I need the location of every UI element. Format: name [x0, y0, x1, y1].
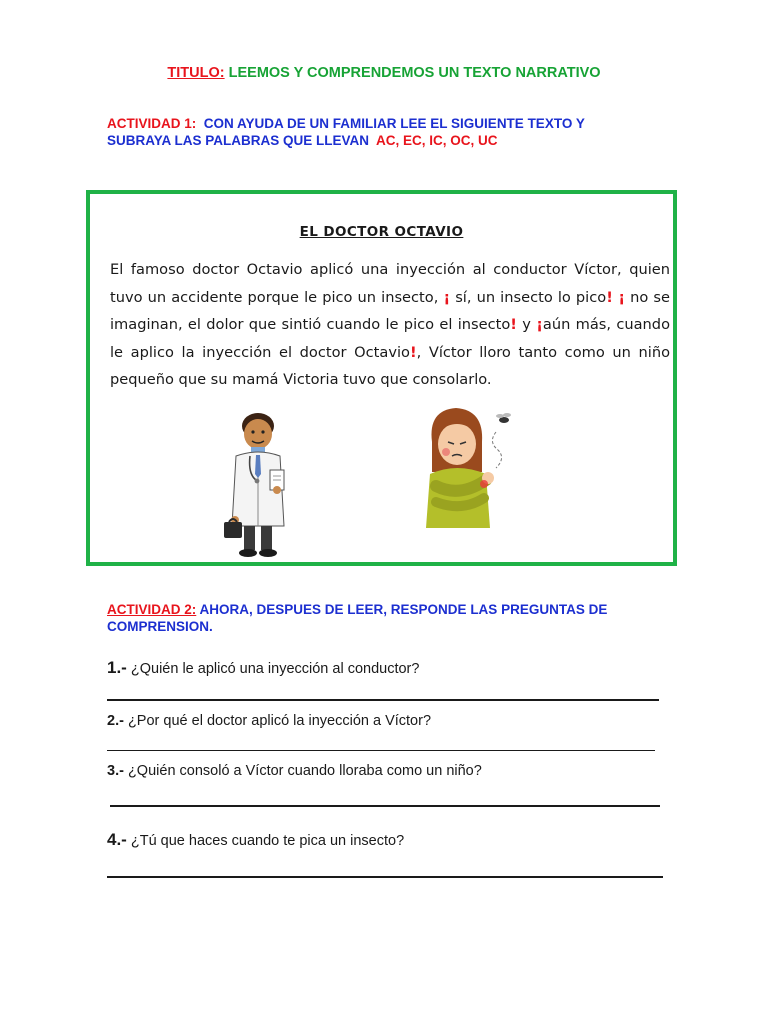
activity-2-text-line2: COMPRENSION. — [107, 618, 213, 634]
question-number: 2.- — [107, 713, 124, 729]
question-text: ¿Quién le aplicó una inyección al conductor? — [130, 661, 420, 677]
title-label: TITULO: — [167, 65, 225, 81]
story-part: no se imaginan, el dolor que sintió cuando le pico el insecto — [110, 288, 670, 333]
question-number: 4.- — [107, 830, 127, 849]
activity-1-syllables: AC, EC, IC, OC, UC — [376, 132, 498, 148]
insect-icon — [492, 413, 511, 468]
question-2 — [107, 713, 667, 729]
answer-line-3[interactable] — [110, 805, 660, 807]
activity-1-text-line1: CON AYUDA DE UN FAMILIAR LEE EL SIGUIENTE TEXTO Y — [203, 116, 585, 131]
question-number: 1.- — [107, 658, 127, 677]
story-frame — [86, 190, 677, 566]
question-text: ¿Por qué el doctor aplicó la inyección a Víctor? — [127, 713, 432, 729]
answer-line-1[interactable] — [107, 699, 659, 701]
question-3 — [107, 763, 667, 779]
girl-insect-bite-illustration — [412, 402, 522, 530]
activity-2-label: ACTIVIDAD 2: — [107, 602, 197, 617]
doctor-illustration — [218, 408, 298, 560]
story-part: , Víctor lloro tanto como un niño pequeño que su mamá Victoria tuvo que consolarlo. — [110, 343, 670, 388]
question-text: ¿Tú que haces cuando te pica un insecto? — [130, 833, 405, 849]
story-part: El famoso doctor Octavio aplicó una inyección al conductor Víctor, quien tuvo un accidente porque le pico un insecto, — [110, 261, 670, 306]
activity-2-instructions — [107, 602, 667, 635]
exclamation-mark: ! ¡ — [606, 288, 626, 306]
title-text: LEEMOS Y COMPRENDEMOS UN TEXTO NARRATIVO — [228, 65, 601, 81]
story-text — [110, 256, 670, 394]
story-part: sí, un insecto lo pico — [455, 288, 607, 306]
answer-line-2[interactable] — [107, 750, 655, 751]
exclamation-mark: ! — [510, 316, 517, 333]
exclamation-mark: ¡ — [536, 316, 543, 333]
page-title — [0, 65, 768, 81]
question-number: 3.- — [107, 763, 124, 779]
question-1 — [107, 658, 667, 678]
story-part: y — [522, 316, 531, 333]
exclamation-mark: ¡ — [443, 288, 451, 306]
activity-1-label: ACTIVIDAD 1: — [107, 116, 197, 131]
activity-1-text-line2: SUBRAYA LAS PALABRAS QUE LLEVAN — [107, 132, 370, 148]
question-4 — [107, 830, 667, 850]
exclamation-mark: ! — [409, 343, 417, 361]
activity-1-instructions — [107, 116, 667, 149]
answer-line-4[interactable] — [107, 876, 663, 878]
story-title: EL DOCTOR OCTAVIO — [299, 224, 464, 240]
activity-2-text-line1: AHORA, DESPUES DE LEER, RESPONDE LAS PREGUNTAS DE — [199, 602, 608, 617]
story-part: aún más, cuando le aplico la inyección el doctor Octavio — [110, 316, 670, 361]
question-text: ¿Quién consoló a Víctor cuando lloraba como un niño? — [127, 763, 482, 779]
